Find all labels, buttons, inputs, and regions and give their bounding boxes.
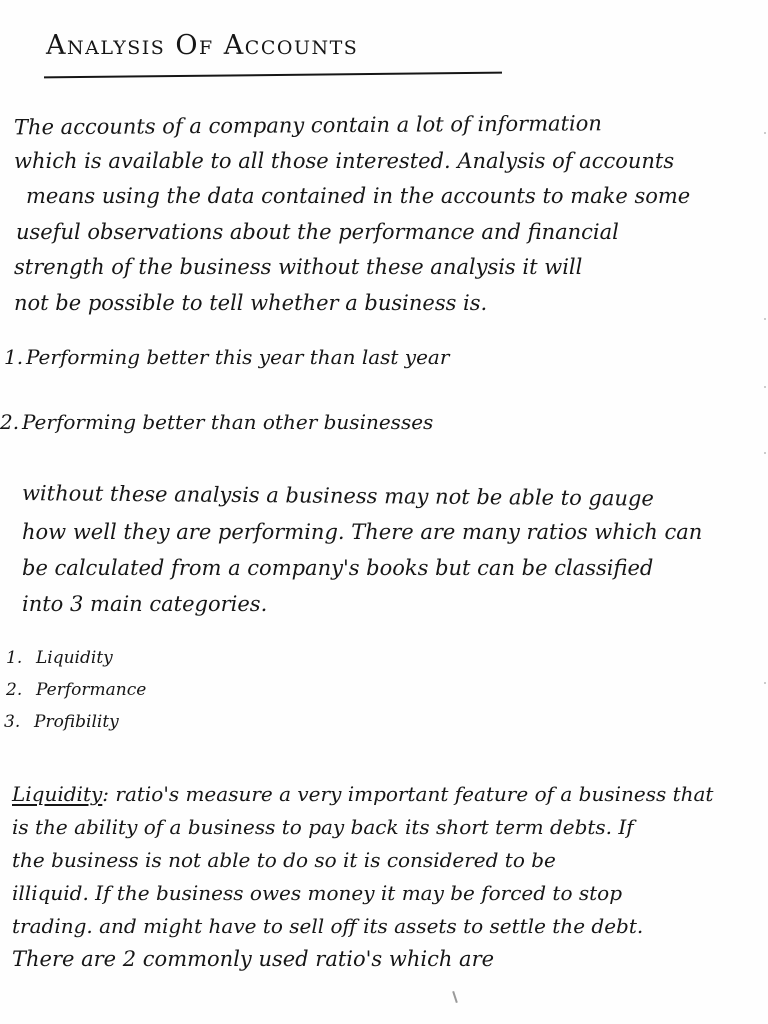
intro-paragraph xyxy=(14,108,690,321)
list-item-text: Performing better than other businesses xyxy=(22,410,434,434)
list-number: 2. xyxy=(6,680,23,700)
page-title: Analysis Of Accounts xyxy=(46,30,359,61)
usage-list-item xyxy=(0,410,433,434)
list-number: 2. xyxy=(0,410,20,434)
ratios-line: be calculated from a company's books but can be classified xyxy=(22,556,654,580)
category-item xyxy=(6,648,113,668)
margin-dot xyxy=(764,386,766,388)
liquidity-term: Liquidity xyxy=(12,782,103,806)
ratios-line: how well they are performing. There are many ratios which can xyxy=(22,520,703,544)
liquidity-definition-start: : ratio's measure a very important feature of a business that xyxy=(102,782,714,806)
title-underline xyxy=(44,72,502,79)
ratios-line: without these analysis a business may not be able to gauge xyxy=(21,481,654,511)
intro-line: useful observations about the performance and financial xyxy=(16,219,619,244)
list-number: 1. xyxy=(4,345,24,369)
ratios-line: into 3 main categories. xyxy=(22,592,268,616)
margin-dot xyxy=(764,132,766,134)
intro-line: means using the data contained in the accounts to make some xyxy=(26,184,691,208)
liquidity-line: is the ability of a business to pay back its short term debts. If xyxy=(12,815,634,839)
ratios-paragraph xyxy=(22,478,702,622)
category-item xyxy=(4,712,119,732)
category-item xyxy=(6,680,146,700)
list-number: 3. xyxy=(4,712,21,732)
liquidity-line xyxy=(12,778,713,811)
liquidity-line: trading. and might have to sell off its assets to settle the debt. xyxy=(12,914,644,938)
stray-pen-mark xyxy=(452,991,458,1003)
liquidity-line: There are 2 commonly used ratio's which are xyxy=(12,947,495,971)
usage-list-item xyxy=(4,345,449,369)
margin-dot xyxy=(764,318,766,320)
margin-dot xyxy=(764,452,766,454)
intro-line: not be possible to tell whether a business is. xyxy=(14,290,488,315)
category-text: Performance xyxy=(36,680,147,700)
margin-dot xyxy=(764,682,766,684)
liquidity-paragraph xyxy=(12,778,713,976)
category-text: Profibility xyxy=(34,712,119,732)
intro-line: which is available to all those interested. Analysis of accounts xyxy=(14,148,675,173)
category-text: Liquidity xyxy=(36,648,113,668)
liquidity-line: illiquid. If the business owes money it may be forced to stop xyxy=(12,881,623,905)
list-number: 1. xyxy=(6,648,23,668)
list-item-text: Performing better this year than last year xyxy=(26,345,450,369)
intro-line: The accounts of a company contain a lot of information xyxy=(13,111,602,140)
liquidity-line: the business is not able to do so it is considered to be xyxy=(12,848,556,872)
intro-line: strength of the business without these analysis it will xyxy=(14,255,583,279)
